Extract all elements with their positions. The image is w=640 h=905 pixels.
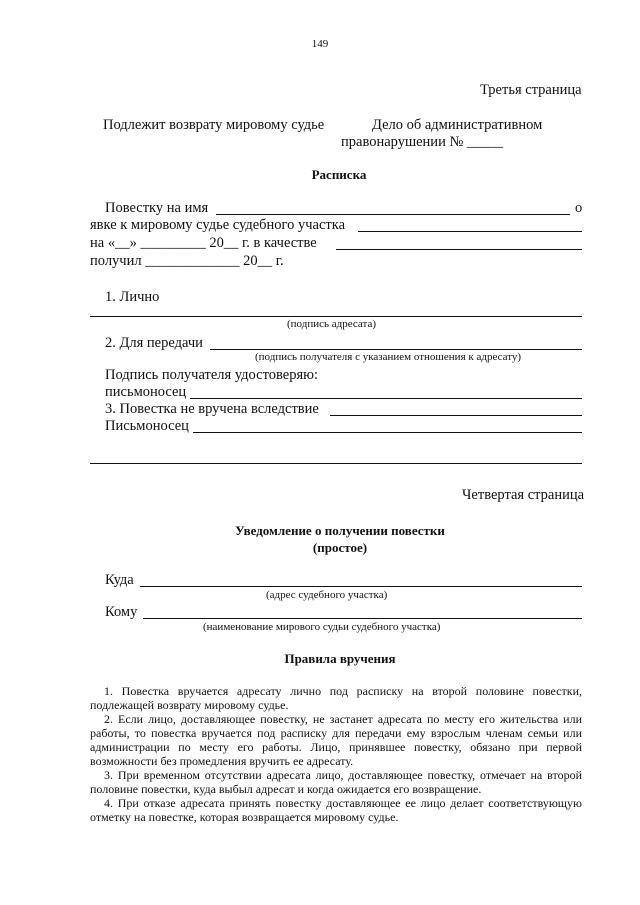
rule-item-1: 1. Повестка вручается адресату лично под расписку на второй половине повестки, подлежащей возврату мировому судье.: [90, 684, 582, 712]
item-not-delivered: 3. Повестка не вручена вследствие: [105, 401, 319, 417]
caption-court-address: (адрес судебного участка): [266, 589, 388, 601]
caption-addressee-signature: (подпись адресата): [287, 318, 376, 330]
address-line: [140, 586, 582, 587]
rules-title: Правила вручения: [284, 651, 396, 666]
court-district-line: [358, 231, 582, 232]
summons-to-label: Повестку на имя: [105, 200, 209, 216]
page-number: 149: [311, 38, 329, 50]
certify-text: Подпись получателя удостоверяю:: [105, 367, 318, 383]
addressee-signature-line: [90, 316, 582, 317]
item-for-transfer: 2. Для передачи: [105, 335, 203, 351]
return-to-judge-note: Подлежит возврату мировому судье: [103, 117, 325, 133]
rules-list: [90, 684, 582, 824]
addressee-name-line: [143, 618, 582, 619]
notice-subtitle: (простое): [312, 540, 368, 555]
postman-label-1: письмоносец: [105, 384, 187, 400]
rule-item-3: 3. При временном отсутствии адресата лицо, доставляющее повестку, отмечает на второй половине повестки, куда выбыл адресат и когда ожидается его возвращение.: [90, 768, 582, 796]
received-text: получил _____________ 20__ г.: [90, 253, 284, 269]
rule-item-4: 4. При отказе адресата принять повестку доставляющее ее лицо делает соответствующую отметку на повестке, которая возвращается мировому судье.: [90, 796, 582, 824]
caption-judge-name: (наименование мирового судьи судебного участка): [203, 621, 441, 633]
capacity-line: [336, 249, 582, 250]
recipient-signature-line: [210, 349, 582, 350]
summons-name-line: [216, 214, 570, 215]
rule-item-2: 2. Если лицо, доставляющее повестку, не застанет адресата по месту его жительства или работы, то повестка вручается под расписку для передачи ему взрослым членам семьи или администрации по месту его работы. Лицо, принявшее повестку, обязано при первой возможности без промедления вручить ее адресату.: [90, 712, 582, 768]
item-personally: 1. Лично: [105, 289, 160, 305]
case-title-line1: Дело об административном: [372, 117, 543, 133]
caption-recipient-signature: (подпись получателя с указанием отношения к адресату): [255, 351, 522, 363]
receipt-title: Расписка: [311, 167, 367, 182]
to-whom-label: Кому: [105, 604, 138, 620]
postman-line-1: [190, 398, 582, 399]
to-where-label: Куда: [105, 572, 134, 588]
case-title-line2: правонарушении № _____: [341, 134, 504, 150]
not-delivered-reason-line: [330, 415, 582, 416]
page-separator-line: [90, 463, 582, 464]
appearance-text: явке к мировому судье судебного участка: [90, 217, 346, 233]
date-capacity-text: на «__» _________ 20__ г. в качестве: [90, 235, 317, 251]
fourth-page-heading: Четвертая страница: [462, 487, 585, 503]
postman-label-2: Письмоносец: [105, 418, 189, 434]
postman-line-2: [193, 432, 582, 433]
notice-title: Уведомление о получении повестки: [235, 523, 445, 538]
third-page-heading: Третья страница: [480, 82, 582, 98]
summons-end-text: о: [575, 200, 583, 216]
